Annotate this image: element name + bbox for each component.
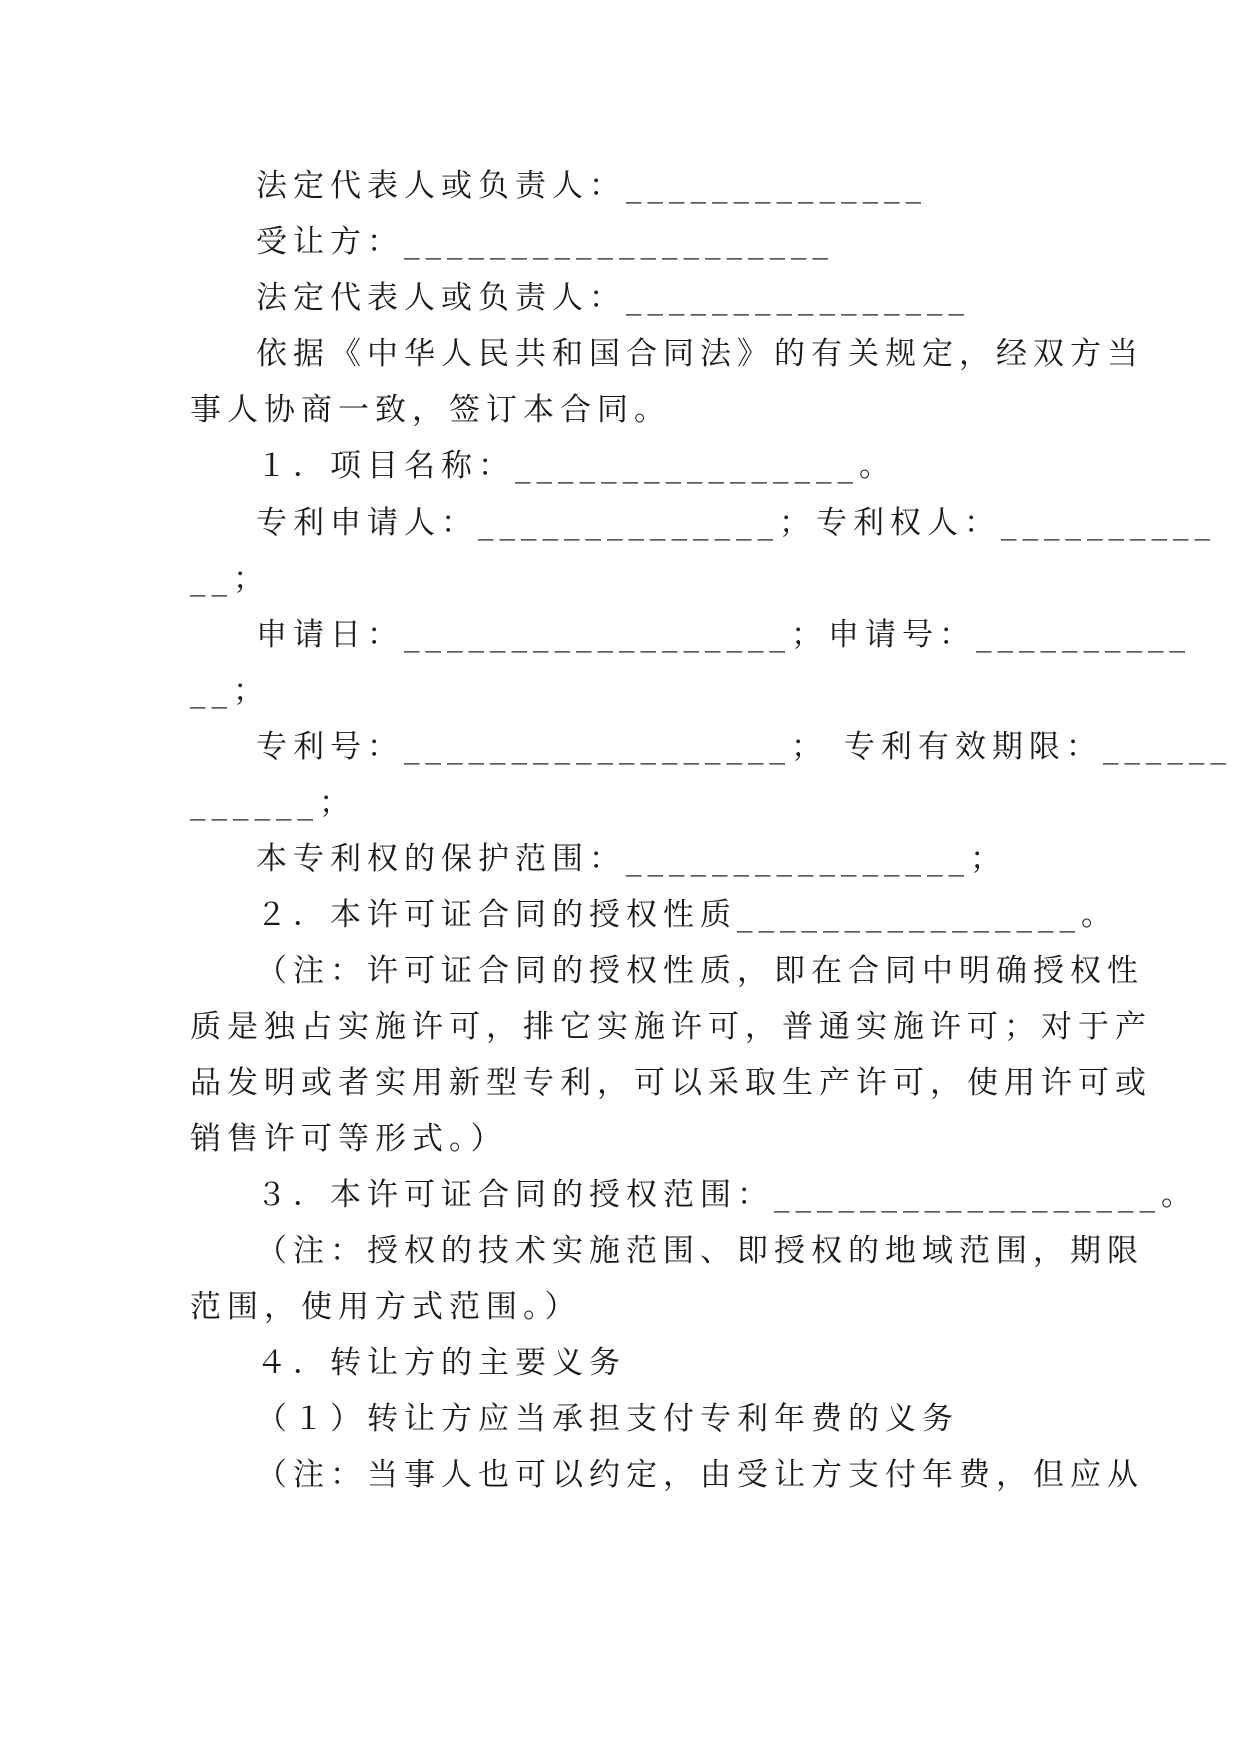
- note-1-line-1: （注：许可证合同的授权性质，即在合同中明确授权性: [256, 953, 1144, 989]
- item-2-license-nature: ２．本许可证合同的授权性质________________。: [256, 897, 1118, 933]
- patent-applicant-line-cont: __；: [190, 561, 270, 597]
- legal-rep-line-2: 法定代表人或负责人：________________: [256, 280, 970, 316]
- assignee-line: 受让方：____________________: [256, 224, 834, 260]
- patent-number-line: 专利号：__________________； 专利有效期限：______: [256, 729, 1232, 765]
- item-4-transferor-obligations: ４．转让方的主要义务: [256, 1345, 626, 1381]
- application-date-line: 申请日：__________________；申请号：__________: [256, 617, 1191, 653]
- item-3-license-scope: ３．本许可证合同的授权范围：__________________。: [256, 1177, 1198, 1213]
- preamble-line-2: 事人协商一致，签订本合同。: [190, 392, 671, 428]
- application-date-line-cont: __；: [190, 673, 270, 709]
- patent-applicant-line: 专利申请人：______________；专利权人：__________: [256, 505, 1216, 541]
- item-1-project-name: １．项目名称：________________。: [256, 448, 896, 484]
- protection-scope-line: 本专利权的保护范围：________________；: [256, 841, 1007, 877]
- note-3-line-1: （注：当事人也可以约定，由受让方支付年费，但应从: [256, 1457, 1144, 1493]
- preamble-line-1: 依据《中华人民共和国合同法》的有关规定，经双方当: [256, 336, 1144, 372]
- legal-rep-line-1: 法定代表人或负责人：______________: [256, 168, 927, 204]
- note-2-line-2: 范围，使用方式范围。）: [190, 1289, 582, 1325]
- note-1-line-3: 品发明或者实用新型专利，可以采取生产许可，使用许可或: [190, 1065, 1152, 1101]
- note-2-line-1: （注：授权的技术实施范围、即授权的地域范围，期限: [256, 1233, 1144, 1269]
- note-1-line-2: 质是独占实施许可，排它实施许可，普通实施许可；对于产: [190, 1009, 1152, 1045]
- obligation-1: （１）转让方应当承担支付专利年费的义务: [256, 1401, 959, 1437]
- patent-number-line-cont: ______；: [190, 785, 356, 821]
- note-1-line-4: 销售许可等形式。）: [190, 1121, 508, 1157]
